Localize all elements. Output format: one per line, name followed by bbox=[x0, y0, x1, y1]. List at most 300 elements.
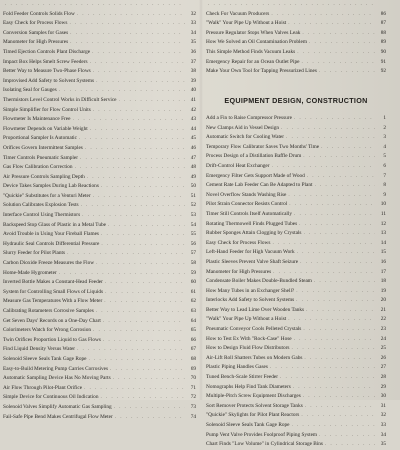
toc-entry-page: 53 bbox=[190, 212, 196, 219]
toc-entry-page: 70 bbox=[190, 375, 196, 382]
toc-leader-dots bbox=[292, 421, 375, 431]
toc-entry-title: Flowmeter Depends on Variable Weight bbox=[3, 125, 88, 132]
toc-entry-page: 3 bbox=[383, 134, 386, 141]
toc-leader-dots bbox=[301, 411, 375, 421]
toc-entry-page: 33 bbox=[380, 422, 386, 428]
toc-entry bbox=[3, 326, 196, 336]
toc-entry bbox=[206, 0, 386, 10]
toc-entry-title: Easy-to-Build Metering Pump Carries Corrosives bbox=[3, 365, 109, 372]
toc-entry-title: Tuned Bench-Scale Stirrer Feeder bbox=[206, 374, 279, 381]
toc-entry-page: 4 bbox=[383, 143, 386, 150]
toc-entry-title: Easy Check for Process Flows bbox=[206, 239, 271, 246]
toc-entry-title: Hydraulic Seal Controls Differential Pressure bbox=[3, 240, 100, 247]
toc-leader-dots bbox=[309, 38, 375, 48]
toc-entry bbox=[3, 384, 196, 394]
toc-entry bbox=[206, 392, 386, 402]
toc-entry-title: This Simple Method Finds Vacuum Leaks bbox=[206, 48, 296, 55]
toc-entry bbox=[3, 374, 196, 384]
toc-entry-page: 55 bbox=[190, 231, 196, 238]
toc-entry bbox=[206, 181, 386, 191]
toc-entry-page: 31 bbox=[380, 402, 386, 409]
toc-entry bbox=[3, 154, 196, 164]
toc-entry-page: 36 bbox=[190, 48, 196, 55]
toc-entry-title: Condensate Boiler Makes Double-Bundled Steam bbox=[206, 278, 312, 285]
toc-leader-dots bbox=[271, 10, 375, 20]
toc-entry bbox=[3, 249, 196, 259]
toc-entry bbox=[206, 268, 386, 278]
toc-leader-dots bbox=[75, 163, 185, 173]
toc-entry bbox=[3, 230, 196, 240]
toc-entry bbox=[3, 336, 196, 346]
toc-entry-title: Conversion Samples for Gases bbox=[3, 29, 69, 36]
toc-entry-title: Multiple-Pitch Screw Equipment Discharges bbox=[206, 393, 301, 400]
toc-entry-title: Gas Flow Calibration Correction bbox=[3, 164, 73, 171]
toc-entry-page: 90 bbox=[380, 48, 386, 55]
toc-leader-dots bbox=[104, 297, 185, 307]
toc-entry bbox=[3, 240, 196, 250]
toc-entry bbox=[206, 373, 386, 383]
toc-leader-dots bbox=[77, 10, 185, 20]
toc-entry bbox=[206, 277, 386, 287]
toc-entry-title: Solenoid Sleeve Seals Tank Gage Rope bbox=[3, 355, 87, 362]
toc-leader-dots bbox=[297, 48, 375, 58]
toc-entry-title: Air Flow Through Pilot-Plant Orifice bbox=[3, 384, 83, 391]
toc-leader-dots bbox=[300, 258, 375, 268]
toc-entry bbox=[3, 125, 196, 135]
toc-leader-dots bbox=[304, 229, 376, 239]
toc-entry bbox=[206, 143, 386, 153]
toc-leader-dots bbox=[103, 317, 185, 327]
toc-entry-page: 87 bbox=[380, 20, 386, 27]
toc-column-right-bottom bbox=[206, 114, 386, 450]
toc-entry-title: Cement Rate Lab Feeder Can Be Adapted to Plant bbox=[206, 182, 313, 189]
toc-entry-page: 6 bbox=[383, 162, 386, 169]
toc-entry bbox=[206, 248, 386, 258]
toc-entry-title: "Walk" Your Pipe Up Without a Hoist bbox=[206, 316, 287, 323]
toc-entry bbox=[206, 10, 386, 20]
toc-entry-title: How to Test Ex With "Rock-Case" Hose bbox=[206, 335, 292, 342]
toc-entry-page: 21 bbox=[380, 306, 386, 313]
toc-entry-title: Solution Calibrates Explosion Tests bbox=[3, 202, 79, 209]
toc-entry-title: Pilot Strain Connector Resists Control bbox=[206, 201, 288, 208]
toc-entry bbox=[206, 162, 386, 172]
toc-entry-page: 52 bbox=[190, 202, 196, 209]
column-gutter bbox=[199, 0, 203, 400]
toc-leader-dots bbox=[81, 201, 185, 211]
toc-entry-title: Get Seven Days' Records on a One-Day Chart bbox=[3, 317, 101, 324]
toc-entry bbox=[206, 29, 386, 39]
toc-entry bbox=[206, 200, 386, 210]
toc-entry-page: 38 bbox=[190, 68, 196, 75]
toc-entry-page: 65 bbox=[190, 327, 196, 334]
toc-leader-dots bbox=[96, 77, 185, 87]
toc-leader-dots bbox=[105, 288, 185, 298]
toc-entry-page: 88 bbox=[380, 29, 386, 36]
toc-entry bbox=[3, 211, 196, 221]
toc-leader-dots bbox=[114, 403, 185, 413]
toc-entry-title: Solenoid Valves Simplify Automatic Gas Sampling bbox=[3, 403, 112, 410]
toc-entry-page: 9 bbox=[383, 191, 386, 198]
toc-entry-title: Check For Vacuum Producers bbox=[206, 10, 270, 17]
toc-entry bbox=[3, 288, 196, 298]
toc-entry-page: 16 bbox=[380, 258, 386, 265]
toc-leader-dots bbox=[208, 0, 375, 10]
toc-entry-page: 39 bbox=[190, 77, 196, 84]
toc-entry-page: 43 bbox=[190, 116, 196, 123]
toc-entry bbox=[206, 172, 386, 182]
toc-entry-page: 47 bbox=[190, 154, 196, 161]
toc-entry bbox=[3, 317, 196, 327]
toc-leader-dots bbox=[79, 134, 185, 144]
toc-entry-title: Find Liquid Density Versus Water bbox=[3, 346, 76, 353]
toc-leader-dots bbox=[5, 0, 185, 10]
toc-entry-page: 68 bbox=[190, 355, 196, 362]
toc-leader-dots bbox=[289, 200, 375, 210]
toc-entry-page: 60 bbox=[190, 279, 196, 286]
toc-entry bbox=[206, 48, 386, 58]
toc-entry bbox=[206, 58, 386, 68]
toc-leader-dots bbox=[303, 325, 375, 335]
toc-entry-title: Slurry Feeder for Pilot Plants bbox=[3, 250, 66, 257]
toc-entry bbox=[3, 355, 196, 365]
toc-entry bbox=[206, 287, 386, 297]
toc-entry bbox=[206, 315, 386, 325]
toc-entry-page: 69 bbox=[190, 365, 196, 372]
toc-entry-title: Proportional Sampler Is Automatic bbox=[3, 135, 77, 142]
toc-leader-dots bbox=[105, 278, 185, 288]
toc-leader-dots bbox=[293, 383, 375, 393]
toc-entry-title: Chart Finds "Low Volume" in Cylindrical Storage Bins bbox=[206, 441, 323, 448]
toc-entry-page: 14 bbox=[380, 239, 386, 246]
toc-entry-title: Drift-Control Heat Exchanger bbox=[206, 162, 270, 169]
toc-entry-title: Home-Made Hygrometer bbox=[3, 269, 57, 276]
toc-leader-dots bbox=[113, 374, 185, 384]
toc-entry bbox=[3, 48, 196, 58]
toc-entry-page: 51 bbox=[190, 192, 196, 199]
toc-leader-dots bbox=[304, 354, 375, 364]
toc-leader-dots bbox=[294, 335, 375, 345]
toc-entry-title: Automatic Switch for Cooling Water bbox=[206, 134, 285, 141]
toc-leader-dots bbox=[303, 392, 375, 402]
toc-leader-dots bbox=[69, 19, 185, 29]
toc-leader-dots bbox=[273, 268, 375, 278]
toc-entry-page: 49 bbox=[190, 173, 196, 180]
toc-entry-page: 67 bbox=[190, 346, 196, 353]
toc-entry-title: Avoid Trouble in Using Your Fireball Flames bbox=[3, 231, 99, 238]
toc-leader-dots bbox=[96, 259, 185, 269]
toc-leader-dots bbox=[70, 38, 185, 48]
toc-entry bbox=[206, 440, 386, 450]
toc-entry bbox=[206, 133, 386, 143]
toc-leader-dots bbox=[84, 384, 185, 394]
toc-entry-page: 34 bbox=[190, 29, 196, 36]
toc-entry-page: 28 bbox=[380, 374, 386, 381]
toc-entry bbox=[3, 413, 196, 423]
toc-entry bbox=[3, 278, 196, 288]
toc-leader-dots bbox=[93, 326, 185, 336]
toc-leader-dots bbox=[96, 307, 185, 317]
toc-leader-dots bbox=[90, 125, 185, 135]
toc-leader-dots bbox=[77, 345, 185, 355]
toc-leader-dots bbox=[270, 363, 375, 373]
toc-entry bbox=[206, 335, 386, 345]
toc-entry bbox=[206, 354, 386, 364]
toc-entry bbox=[206, 191, 386, 201]
toc-leader-dots bbox=[73, 115, 185, 125]
toc-leader-dots bbox=[280, 373, 375, 383]
toc-leader-dots bbox=[59, 269, 185, 279]
toc-entry-title: Timed Ejection Controls Plant Discharge bbox=[3, 48, 91, 55]
toc-entry bbox=[206, 431, 386, 441]
toc-entry-page: 20 bbox=[380, 297, 386, 304]
toc-leader-dots bbox=[115, 413, 185, 423]
toc-entry bbox=[3, 134, 196, 144]
toc-entry bbox=[3, 221, 196, 231]
toc-entry-title: Plastic Sleeves Prevent Valve Shaft Seizure bbox=[206, 258, 299, 265]
toc-entry-title: Nomographs Help Find Tank Diameters bbox=[206, 383, 291, 390]
toc-leader-dots bbox=[101, 230, 185, 240]
toc-entry bbox=[206, 421, 386, 431]
toc-entry-page: 8 bbox=[383, 182, 386, 189]
toc-leader-dots bbox=[108, 221, 185, 231]
toc-entry-page: 11 bbox=[380, 210, 386, 217]
toc-leader-dots bbox=[100, 393, 185, 403]
toc-leader-dots bbox=[67, 249, 185, 259]
toc-entry-title: Measure Gas Temperatures With a Flow Meter bbox=[3, 298, 103, 305]
toc-leader-dots bbox=[319, 67, 375, 77]
toc-entry bbox=[3, 297, 196, 307]
toc-entry-page: 56 bbox=[190, 240, 196, 247]
toc-entry-title: Make Your Own Tool for Tapping Pressurized Lines bbox=[206, 68, 317, 75]
toc-entry-title: Pressure Regulator Stops When Valves Leak bbox=[206, 29, 301, 36]
toc-entry bbox=[3, 86, 196, 96]
toc-entry-page: 2 bbox=[383, 124, 386, 131]
toc-entry-page: 22 bbox=[380, 316, 386, 323]
toc-entry bbox=[206, 124, 386, 134]
toc-entry bbox=[206, 411, 386, 421]
toc-entry-page: 23 bbox=[380, 326, 386, 333]
toc-entry-page: 44 bbox=[190, 125, 196, 132]
toc-entry-title: Orifices Govern Intermittent Samples bbox=[3, 144, 83, 151]
toc-entry bbox=[206, 220, 386, 230]
toc-entry-title: Flowmeter Is Maintenance Free bbox=[3, 116, 71, 123]
toc-entry-page: 5 bbox=[383, 153, 386, 160]
toc-entry-title: Automatic Sampling Device Has No Moving Parts bbox=[3, 375, 111, 382]
toc-entry-page: 59 bbox=[190, 269, 196, 276]
toc-entry-title: Fail-Safe Pipe Bend Makes Centrifugal Flow Meter bbox=[3, 413, 113, 420]
toc-entry bbox=[206, 38, 386, 48]
toc-leader-dots bbox=[299, 220, 375, 230]
toc-entry-title: Simple Simplifier for Flow Control Units bbox=[3, 106, 91, 113]
toc-leader-dots bbox=[303, 152, 375, 162]
toc-leader-dots bbox=[119, 96, 185, 106]
toc-entry-page: 18 bbox=[380, 278, 386, 285]
toc-entry bbox=[3, 192, 196, 202]
toc-entry-page: 35 bbox=[380, 441, 386, 448]
toc-entry-page: 63 bbox=[190, 308, 196, 314]
toc-entry bbox=[3, 182, 196, 192]
toc-entry bbox=[3, 345, 196, 355]
toc-entry-page: 30 bbox=[380, 393, 386, 400]
toc-entry-page: 29 bbox=[380, 383, 386, 390]
toc-entry bbox=[206, 67, 386, 77]
toc-entry-page: 32 bbox=[190, 10, 196, 17]
toc-entry bbox=[3, 115, 196, 125]
toc-leader-dots bbox=[288, 315, 375, 325]
toc-entry-page: 57 bbox=[190, 250, 196, 257]
toc-leader-dots bbox=[294, 210, 375, 220]
toc-entry-title: Interlocks Add Safety to Solvent Systems bbox=[206, 297, 295, 304]
toc-entry-page: 35 bbox=[190, 39, 196, 46]
toc-entry-page: 26 bbox=[380, 354, 386, 361]
toc-entry-title: Simple Device for Continuous Oil Indication bbox=[3, 394, 99, 401]
toc-leader-dots bbox=[319, 431, 375, 441]
toc-entry-page: 13 bbox=[380, 230, 386, 237]
toc-entry-page: 19 bbox=[380, 287, 386, 294]
toc-leader-dots bbox=[294, 114, 375, 124]
toc-entry-title: Inverted Bottle Makes a Constant-Head Feeder bbox=[3, 279, 103, 286]
toc-entry bbox=[3, 307, 196, 317]
toc-entry-title: Left-Hand Feeder for High Vacuum Work bbox=[206, 249, 295, 256]
toc-entry-title: Emergency Repair for an Ocean Outlet Pipe bbox=[206, 58, 300, 65]
toc-entry-page: 86 bbox=[380, 10, 386, 17]
toc-entry-page: 33 bbox=[190, 20, 196, 27]
toc-entry bbox=[206, 383, 386, 393]
toc-entry-title: Pump Vent Valve Provides Foolproof Piping System bbox=[206, 431, 318, 438]
toc-entry bbox=[3, 10, 196, 20]
toc-entry bbox=[206, 306, 386, 316]
toc-entry bbox=[206, 402, 386, 412]
toc-entry bbox=[3, 259, 196, 269]
toc-entry-title: Pneumatic Conveyor Cools Pelleted Crystals bbox=[206, 326, 302, 333]
toc-leader-dots bbox=[286, 133, 375, 143]
toc-entry bbox=[206, 258, 386, 268]
toc-leader-dots bbox=[281, 124, 375, 134]
toc-entry-title: Timer Still Controls Itself Automatically bbox=[206, 210, 293, 217]
toc-entry-page: 32 bbox=[380, 412, 386, 419]
toc-entry-page: 91 bbox=[380, 58, 386, 65]
toc-leader-dots bbox=[325, 440, 375, 450]
toc-entry-page: 10 bbox=[380, 201, 386, 208]
toc-entry bbox=[3, 173, 196, 183]
toc-entry-title: Impact Box Helps Smelt Screw Feeders bbox=[3, 58, 88, 65]
toc-leader-dots bbox=[101, 182, 185, 192]
toc-entry bbox=[3, 201, 196, 211]
toc-leader-dots bbox=[321, 143, 375, 153]
toc-entry bbox=[3, 19, 196, 29]
toc-entry-title: Calibrating Rotameters Corrosive Samples bbox=[3, 308, 94, 314]
toc-entry-page: 73 bbox=[190, 403, 196, 410]
toc-leader-dots bbox=[93, 192, 185, 202]
toc-entry bbox=[3, 163, 196, 173]
toc-entry-title: Timer Controls Pneumatic Sampler bbox=[3, 154, 78, 161]
toc-entry-page: 41 bbox=[190, 96, 196, 103]
toc-entry-page: 27 bbox=[380, 364, 386, 371]
toc-entry bbox=[206, 344, 386, 354]
toc-entry-page: 46 bbox=[190, 144, 196, 151]
toc-entry-page: 12 bbox=[380, 220, 386, 227]
toc-entry bbox=[3, 67, 196, 77]
toc-entry bbox=[3, 393, 196, 403]
toc-entry bbox=[206, 19, 386, 29]
toc-entry-title: Plastic Piping Handles Gases bbox=[206, 364, 268, 371]
toc-entry-page: 92 bbox=[380, 68, 386, 75]
toc-leader-dots bbox=[315, 181, 376, 191]
toc-entry-title: How We Solved an Oil Contamination Problem bbox=[206, 39, 307, 46]
toc-entry-page: 42 bbox=[190, 106, 196, 113]
toc-entry-page: 61 bbox=[190, 288, 196, 295]
toc-leader-dots bbox=[82, 211, 185, 221]
toc-entry-page: 64 bbox=[190, 317, 196, 324]
toc-leader-dots bbox=[93, 67, 185, 77]
toc-entry-title: "Quickie" Substitutes for a Venturi Meter bbox=[3, 192, 91, 199]
toc-entry bbox=[206, 325, 386, 335]
toc-entry-title: Add a Fin to Raise Compressor Pressure bbox=[206, 115, 292, 121]
toc-entry-title: New Clamps Aid in Vessel Design bbox=[206, 124, 280, 131]
toc-entry-title: Fold Feeder Controls Solids Flow bbox=[3, 10, 75, 17]
toc-leader-dots bbox=[296, 287, 375, 297]
toc-leader-dots bbox=[272, 239, 375, 249]
toc-entry-page: 40 bbox=[190, 87, 196, 94]
toc-entry bbox=[206, 210, 386, 220]
toc-entry bbox=[206, 114, 386, 124]
toc-entry-page: 45 bbox=[190, 135, 196, 142]
toc-entry-title: "Walk" Your Pipe Up Without a Hoist bbox=[206, 20, 287, 27]
toc-entry bbox=[3, 365, 196, 375]
toc-entry bbox=[3, 29, 196, 39]
toc-entry bbox=[3, 0, 196, 10]
toc-leader-dots bbox=[80, 154, 185, 164]
toc-entry-title: Better Way to Lead Lime Over Wooden Tanks bbox=[206, 306, 305, 313]
toc-leader-dots bbox=[89, 355, 185, 365]
toc-entry-title: Manometer for High Pressures bbox=[206, 268, 272, 275]
toc-entry bbox=[206, 152, 386, 162]
toc-leader-dots bbox=[87, 173, 185, 183]
toc-leader-dots bbox=[70, 29, 185, 39]
toc-entry-page: 1 bbox=[383, 115, 386, 121]
toc-entry bbox=[206, 229, 386, 239]
toc-leader-dots bbox=[291, 344, 375, 354]
toc-entry bbox=[3, 106, 196, 116]
toc-entry-title: Better Way to Measure Two-Phase Flows bbox=[3, 68, 91, 75]
toc-entry-title: "Quickie" Skylights for Pilot Plant Reactors bbox=[206, 412, 300, 419]
toc-entry bbox=[3, 144, 196, 154]
toc-leader-dots bbox=[110, 365, 185, 375]
toc-entry-title: System for Controlling Small Flows of Liquids bbox=[3, 288, 104, 295]
toc-leader-dots bbox=[85, 144, 185, 154]
toc-entry-title: Rubber Sponges Attain Clogging by Crystals bbox=[206, 230, 302, 237]
toc-entry-page: 15 bbox=[380, 249, 386, 256]
toc-entry-page: 50 bbox=[190, 183, 196, 190]
toc-entry-title: Temporary Flow Calibrator Saves Two Months' Time bbox=[206, 143, 320, 150]
toc-entry-title: Isolating Seal for Gauges bbox=[3, 87, 57, 94]
toc-leader-dots bbox=[302, 29, 375, 39]
toc-entry-page: 34 bbox=[380, 431, 386, 438]
toc-leader-dots bbox=[272, 162, 375, 172]
toc-entry bbox=[3, 96, 196, 106]
toc-entry-title: Air Pressure Controls Sampling Depth bbox=[3, 173, 85, 180]
toc-entry-title: Manometer for High Pressures bbox=[3, 39, 69, 46]
toc-entry bbox=[206, 239, 386, 249]
toc-entry-title: Rotating Thermowell Finds Plugged Tubes bbox=[206, 220, 298, 227]
toc-entry bbox=[3, 77, 196, 87]
toc-entry-title: Solenoid Sleeve Seals Tank Gage Rope bbox=[206, 422, 290, 428]
toc-leader-dots bbox=[288, 191, 375, 201]
toc-entry-title: Sort Remover Protects Solvent Storage Tanks bbox=[206, 402, 303, 409]
toc-leader-dots bbox=[90, 58, 185, 68]
toc-entry-page: 66 bbox=[190, 336, 196, 343]
toc-column-right-top bbox=[206, 0, 386, 77]
